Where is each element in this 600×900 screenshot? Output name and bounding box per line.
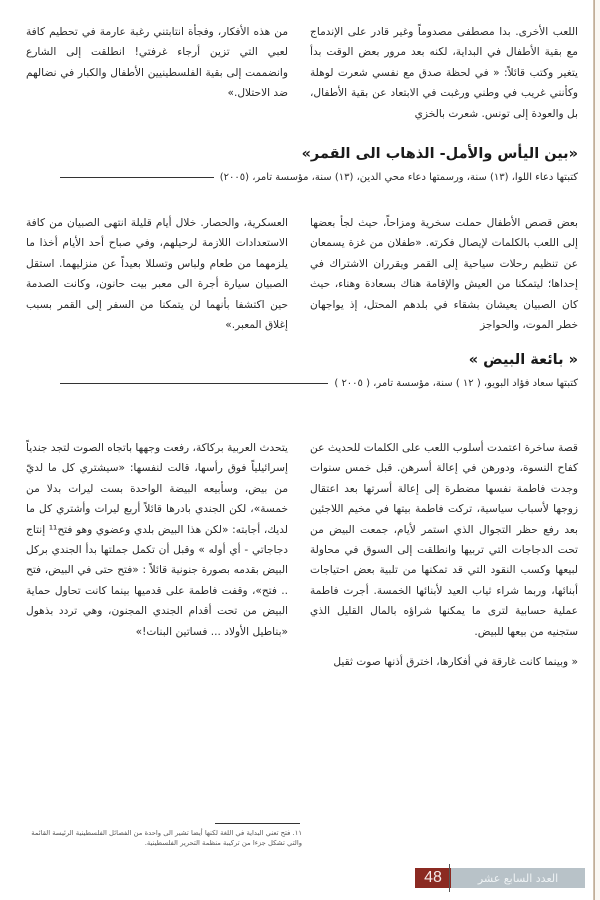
- story1-title: «بين اليأس والأمل- الذهاب الى القمر»: [301, 146, 578, 162]
- issue-label: العدد السابع عشر: [451, 868, 585, 888]
- footnote-rule: [215, 823, 300, 824]
- footer-divider: [449, 864, 450, 892]
- section1-right-column: [310, 22, 578, 124]
- footnote: ١١. فتح تعني البداية في اللغة لكنها أيضا تشير الى واحدة من الفصائل الفلسطينية الرئيسة القائمة والتي تشكل جزءا من تركيبة منظمة التحرير الفلسطينية.: [31, 829, 302, 847]
- page-edge: [595, 0, 600, 900]
- page-footer: [415, 868, 585, 888]
- story1-right-column: [310, 213, 578, 335]
- paragraph: من هذه الأفكار، وفجأة انتابتني رغبة عارمة في تحطيم كافة لعبي التي تزين أرجاء غرفتي! انطلقت إلى الشارع وانضممت إلى بقية الفلسطينيين الأطفال والكبار في نضالهم ضد الاحتلال.»: [26, 26, 288, 100]
- paragraph: بعض قصص الأطفال حملت سخرية ومزاحاً، حيث لجأ بعضها إلى اللعب بالكلمات لإيصال فكرته. «طفلان من غزة يسمعان عن تنظيم رحلات سياحية إلى القمر ويقرران الاشتراك في إحداها؛ ليتمكنا من العيش والإقامة هناك بسعادة وهناء، حيث كان الصبيان يعيشان بشقاء في بلدهم المحتل، إذ يواجهان خطر الموت، والحواجز: [310, 217, 578, 332]
- story2-left-column: [26, 438, 288, 642]
- story2-byline: [60, 378, 578, 389]
- page-number: 48: [415, 868, 451, 888]
- paragraph: اللعب الأخرى. بدا مصطفى مصدوماً وغير قادر على الإندماج مع بقية الأطفال في البداية، لكنه بعد مرور بعض الوقت بدأ يتغير وكتب قائلاً: « في لحظة صدق مع نفسي شعرت لوهلة وكأنني غريب في وطني ورغبت في الابتعاد عن بقية الأطفال، بل والعودة إلى تونس. شعرت بالخزي: [310, 26, 578, 120]
- paragraph: « وبينما كانت غارقة في أفكارها، اخترق أذنها صوت ثقيل: [333, 656, 578, 669]
- binding-line: [593, 0, 595, 900]
- byline-rule: [60, 383, 328, 384]
- paragraph: العسكرية، والحصار. خلال أيام قليلة انتهى الصبيان من كافة الاستعدادات اللازمة لرحيلهم، وفي صباح أحد الأيام أخذا ما يلزمهما من طعام ولباس وتسللا بعيداً عن منزليهما. استقل الصبيان سيارة أجرة الى معبر بيت حانون، وكانت الصدمة حين اكتشفا بأنهما لن يتمكنا من السفر إلى القمر بسبب إغلاق المعبر.»: [26, 217, 288, 332]
- story1-byline: [60, 172, 578, 183]
- story2-right-column: [310, 438, 578, 672]
- byline-text: كتبتها سعاد فؤاد البويو، ( ١٢ ) سنة، مؤسسة تامر، ( ٢٠٠٥ ): [334, 378, 578, 389]
- byline-rule: [60, 177, 214, 178]
- story2-title: « بائعة البيض »: [468, 352, 578, 368]
- paragraph: قصة ساخرة اعتمدت أسلوب اللعب على الكلمات للحديث عن كفاح النسوة، ودورهن في إعالة أسرهن. قبل خمس سنوات وجدت فاطمة نفسها مضطرة إلى إعالة أسرتها بعد اعتقال زوجها لأسباب سياسية، تركت فاطمة بيتها في مخيم اللاجئين بعد رفع حظر التجوال الذي استمر لأيام، جمعت البيض من تحت الدجاجات التي تربيها وانطلقت إلى السوق في محاولة لبيعها وكسب النقود التي قد تمكنها من تلبية بعض احتياجات أبنائها، وربما شراء ثياب العيد لأبنائها الخمسة. أجرت فاطمة عملية حسابية لترى ما يمكنها شراؤه بالمال القليل الذي ستجنيه من بيعها للبيض.: [310, 442, 578, 638]
- byline-text: كتبتها دعاء اللوا، (١٣) سنة، ورسمتها دعاء محي الدين، (١٣) سنة، مؤسسة تامر، (٢٠٠٥): [219, 172, 578, 183]
- paragraph: يتحدث العربية بركاكة، رفعت وجهها باتجاه الصوت لتجد جندياً إسرائيلياً فوق رأسها، قالت لنفسها: «سيشتري كل ما لديّ من بيض، وسأبيعه البيضة الواحدة بست ليرات بدلا من خمسة»، لكن الجندي بادرها قائلاً أربع ليرات وأشتري كل ما لديك، أجابته: «لكن هذا البيض بلدي وعضوي وهو فتح¹¹ إنتاج دجاجاتي - أي أوله » وقبل أن تكمل جملتها بدأ الجندي بركل البيض بقدمه بصورة جنونية قائلاً : «فتح حتى في البيض، فتح .. فتح»، وقفت فاطمة على قدميها بينما كانت تحاول حماية البيض من تحت أقدام الجندي المجنون، وهي تردد بذهول «بناطيل الأولاد ... فساتين البنات!»: [26, 442, 288, 638]
- story1-left-column: [26, 213, 288, 335]
- section1-left-column: [26, 22, 288, 104]
